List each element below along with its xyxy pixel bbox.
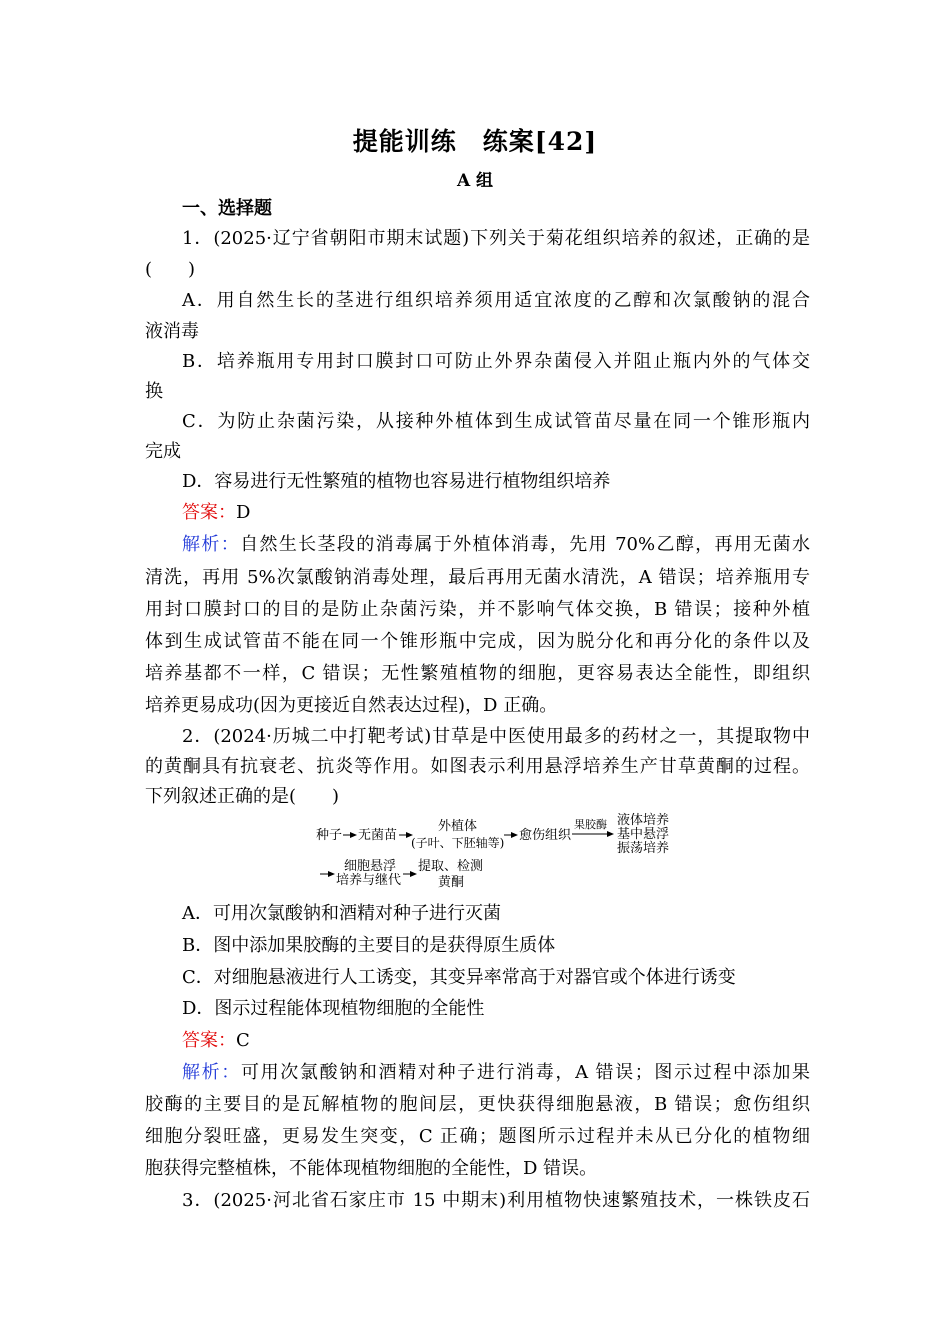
q3-stem-line1: 3．(2025·河北省石家庄市 15 中期末)利用植物快速繁殖技术，一株铁皮石 [182, 1190, 810, 1211]
flow-seed: 种子 [316, 828, 343, 843]
answer-value: D [236, 502, 251, 523]
q1-option-a-line2: 液消毒 [145, 321, 199, 342]
flow-liquid-culture-2: 基中悬浮 [617, 827, 670, 842]
flow-cell-suspension-1: 细胞悬浮 [344, 859, 397, 874]
q1-explanation-line2: 清洗，再用 5%次氯酸钠消毒处理，最后再用无菌水清洗，A 错误；培养瓶用专 [145, 567, 810, 588]
explanation-label: 解析： [182, 534, 241, 555]
q2-explanation-line1 [182, 1061, 810, 1085]
q1-stem-line1: 1．(2025·辽宁省朝阳市期末试题)下列关于菊花组织培养的叙述，正确的是 [182, 228, 810, 249]
q2-option-c: C．对细胞悬液进行人工诱变，其变异率常高于对器官或个体进行诱变 [182, 967, 736, 988]
answer-label: 答案： [182, 1030, 236, 1051]
answer-value: C [236, 1030, 250, 1051]
q1-answer [182, 501, 810, 525]
explanation-text: 自然生长茎段的消毒属于外植体消毒，先用 70%乙醇，再用无菌水 [240, 534, 810, 555]
page-title: 提能训练 练案[42] [352, 127, 598, 156]
group-label: A 组 [456, 171, 494, 191]
q2-stem-line3: 下列叙述正确的是( ) [145, 786, 340, 807]
flow-cell-suspension-2: 培养与继代 [336, 873, 402, 888]
q1-explanation-line6: 培养更易成功(因为更接近自然表达过程)，D 正确。 [145, 695, 558, 716]
q2-explanation-line4: 胞获得完整植株，不能体现植物细胞的全能性，D 错误。 [145, 1158, 598, 1179]
q1-option-a-line1: A．用自然生长的茎进行组织培养须用适宜浓度的乙醇和次氯酸钠的混合 [182, 290, 810, 311]
flow-callus: 愈伤组织 [519, 828, 572, 843]
process-flow-diagram [308, 812, 680, 896]
q2-stem-line2: 的黄酮具有抗衰老、抗炎等作用。如图表示利用悬浮培养生产甘草黄酮的过程。 [145, 756, 810, 777]
q1-option-c-line1: C．为防止杂菌污染，从接种外植体到生成试管苗尽量在同一个锥形瓶内 [182, 411, 810, 432]
q1-explanation-line4: 体到生成试管苗不能在同一个锥形瓶中完成，因为脱分化和再分化的条件以及 [145, 631, 810, 652]
q1-option-b-line1: B．培养瓶用专用封口膜封口可防止外界杂菌侵入并阻止瓶内外的气体交 [182, 351, 810, 372]
flow-extract-2: 黄酮 [438, 875, 465, 890]
q1-explanation-line3: 用封口膜封口的目的是防止杂菌污染，并不影响气体交换，B 错误；接种外植 [145, 599, 810, 620]
q1-explanation-line5: 培养基都不一样，C 错误；无性繁殖植物的细胞，更容易表达全能性，即组织 [145, 663, 810, 684]
q2-explanation-line3: 细胞分裂旺盛，更易发生突变，C 正确；题图所示过程并未从已分化的植物细 [145, 1126, 810, 1147]
explanation-label: 解析： [182, 1062, 241, 1083]
q2-option-a: A．可用次氯酸钠和酒精对种子进行灭菌 [182, 903, 501, 924]
flow-extract-1: 提取、检测 [418, 859, 484, 874]
q1-option-d: D．容易进行无性繁殖的植物也容易进行植物组织培养 [182, 471, 611, 492]
flow-explant: 外植体 [438, 819, 478, 834]
q1-option-c-line2: 完成 [145, 441, 181, 462]
q1-explanation-line1 [182, 533, 810, 557]
flow-liquid-culture-3: 振荡培养 [617, 841, 670, 856]
q2-explanation-line2: 胶酶的主要目的是瓦解植物的胞间层，更快获得细胞悬液，B 错误；愈伤组织 [145, 1094, 810, 1115]
flow-liquid-culture-1: 液体培养 [617, 813, 670, 828]
section-heading: 一、选择题 [182, 198, 272, 219]
q2-answer [182, 1029, 810, 1053]
explanation-text: 可用次氯酸钠和酒精对种子进行消毒，A 错误；图示过程中添加果 [240, 1062, 811, 1083]
answer-label: 答案： [182, 502, 236, 523]
q2-option-b: B．图中添加果胶酶的主要目的是获得原生质体 [182, 935, 556, 956]
q2-option-d: D．图示过程能体现植物细胞的全能性 [182, 998, 485, 1019]
flow-pectinase: 果胶酶 [574, 818, 607, 831]
q2-stem-line1: 2．(2024·历城二中打靶考试)甘草是中医使用最多的药材之一，其提取物中 [182, 726, 810, 747]
flow-explant-note: (子叶、下胚轴等) [411, 836, 505, 850]
q1-stem-line2: ( ) [145, 259, 196, 280]
q1-option-b-line2: 换 [145, 381, 163, 402]
flow-sterile-seedling: 无菌苗 [358, 828, 398, 843]
